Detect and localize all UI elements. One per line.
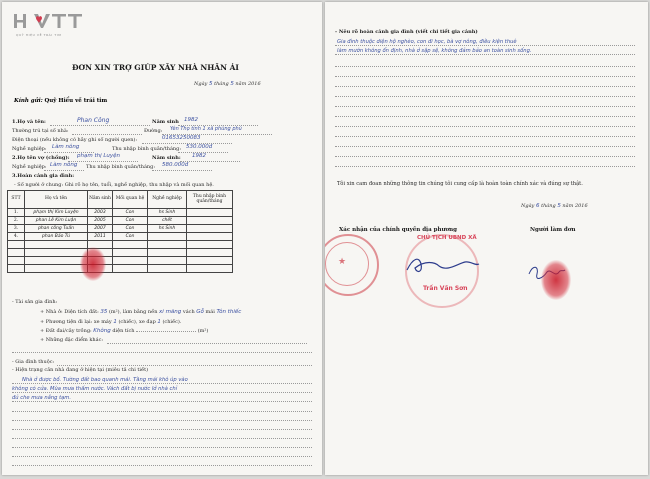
table-row xyxy=(8,265,233,273)
vehicle-line: + Phương tiện đi lại: xe máy 1 (chiếc), xe đạp 1 (chiếc). xyxy=(40,319,182,325)
phone-label: Điện thoại (nếu không có hãy ghi số người quen): xyxy=(12,137,138,143)
spouse-income: 580.000đ xyxy=(162,162,189,168)
local-confirm-label: Xác nhận của chính quyền địa phương xyxy=(339,227,457,233)
row4-birth: 2011 xyxy=(88,233,113,241)
col-birth: Năm sinh xyxy=(88,191,113,209)
form-page-right xyxy=(325,2,648,475)
phone-value: 01653250083 xyxy=(162,135,201,141)
sign-date: Ngày 6 tháng 5 năm 2016 xyxy=(521,203,588,209)
row1-name: phạm thị Kim Luyện xyxy=(25,209,88,217)
row2-name: phan Lê Kim Luận xyxy=(25,217,88,225)
col-name: Họ và tên xyxy=(25,191,88,209)
section3-header: 3.Hoàn cảnh gia đình: xyxy=(12,173,75,179)
form-page-left xyxy=(2,2,322,475)
commitment-text: Tôi xin cam đoan những thông tin chúng tôi cung cấp là hoàn toàn chính xác và đúng sự thật. xyxy=(337,181,583,187)
table-row xyxy=(8,257,233,265)
row1-income xyxy=(187,209,233,217)
hvtt-logo xyxy=(12,12,92,40)
row4-job xyxy=(148,233,187,241)
row3-stt: 3. xyxy=(8,225,25,233)
row3-name: phan công Tuấn xyxy=(25,225,88,233)
table-header-row xyxy=(8,191,233,209)
applicant-name: Phan Công xyxy=(77,117,110,124)
fingerprint-right xyxy=(541,260,571,300)
official-name: Trần Văn Sơn xyxy=(423,285,468,292)
current-line-3: đủ che mưa nắng tạm. xyxy=(12,395,71,401)
table-row xyxy=(8,225,233,233)
col-relation: Mối quan hệ xyxy=(113,191,148,209)
fingerprint-left xyxy=(80,247,106,281)
section3-note: - Số người ở chung: Ghi rõ họ tên, tuổi, nghề nghiệp, thu nhập và mối quan hệ. xyxy=(14,182,214,188)
row2-birth: 2005 xyxy=(88,217,113,225)
other-line: + Những đặc điểm khác: xyxy=(40,337,104,343)
official-seal-inner xyxy=(325,242,369,286)
row1-relation: Con xyxy=(113,209,148,217)
row3-birth: 2007 xyxy=(88,225,113,233)
seal-star-icon: ★ xyxy=(338,257,347,267)
street-label: Đường: xyxy=(144,128,163,134)
row1-stt: 1. xyxy=(8,209,25,217)
current-line-2: không có cửa. Mùa mưa thấm nước. Vách đất bị nước lở nhà chỉ xyxy=(12,386,178,392)
spouse-income-label: Thu nhập bình quân/tháng: xyxy=(86,164,156,170)
house-line: + Nhà ở: Diện tích đất: 35 (m²), làm bằng nền xi măng vách Gỗ mái Tôn thiếc xyxy=(40,309,242,315)
col-job: Nghề nghiệp xyxy=(148,191,187,209)
form-date: Ngày 5 tháng 5 năm 2016 xyxy=(194,81,261,87)
street-value: Yên Thọ tỉnh 1 xã phùng phú xyxy=(170,126,242,132)
spouse-label: 2.Họ tên vợ (chồng): xyxy=(12,155,70,161)
col-stt: STT xyxy=(8,191,25,209)
logo-tagline: QUỸ HIỆU VỀ TRÁI TIM xyxy=(16,33,62,37)
spouse-job-label: Nghề nghiệp: xyxy=(12,164,47,170)
row3-income xyxy=(187,225,233,233)
current-status-label: - Hiện trạng căn nhà đang ở hiện tại (miêu tả chi tiết) xyxy=(12,367,149,373)
applicant-birth: 1982 xyxy=(184,117,198,123)
table-row xyxy=(8,249,233,257)
table-row xyxy=(8,217,233,225)
col-income: Thu nhập bình quân/tháng xyxy=(187,191,233,209)
spouse-name: phạm thị Luyện xyxy=(77,153,121,159)
spouse-birth: 1982 xyxy=(192,153,206,159)
form-title: ĐƠN XIN TRỢ GIÚP XÂY NHÀ NHÂN ÁI xyxy=(72,63,239,72)
row1-job: hs Sinh xyxy=(148,209,187,217)
row4-name: phan Bảo Tú xyxy=(25,233,88,241)
residence-label: Thường trú tại số nhà: xyxy=(12,128,69,134)
household-table xyxy=(7,190,233,273)
spouse-job: Làm nông xyxy=(50,162,78,168)
job-label: Nghề nghiệp: xyxy=(12,146,47,152)
table-row xyxy=(8,241,233,249)
income-label: Thu nhập bình quân/tháng: xyxy=(112,146,182,152)
reason-header: - Nêu rõ hoàn cảnh gia đình (viết chi tiết gia cảnh) xyxy=(335,29,478,35)
reason-line-1: Gia đình thuộc diện hộ nghèo, con đi học, bà vợ nông, điều kiện thuê xyxy=(337,39,517,45)
row2-stt: 2. xyxy=(8,217,25,225)
current-header: - Gia đình thuộc: xyxy=(12,359,55,365)
row2-job: chết xyxy=(148,217,187,225)
job-value: Làm nông xyxy=(52,144,80,150)
row3-job: hs Sinh xyxy=(148,225,187,233)
row4-stt: 4. xyxy=(8,233,25,241)
official-signature-icon xyxy=(403,252,483,280)
land-line: + Đất đai/cây trồng: Không diện tích (m²) xyxy=(40,328,209,334)
birth-label: Năm sinh xyxy=(152,119,179,125)
reason-line-2: làm mướn không ổn định, nhà ở sập sệ, không đảm bảo an toàn sinh sống. xyxy=(337,48,532,54)
row1-birth: 2003 xyxy=(88,209,113,217)
section1-name-label: 1.Họ và tên: xyxy=(12,119,46,125)
stamp-title: CHỦ TỊCH UBND XÃ xyxy=(417,235,477,241)
row4-income xyxy=(187,233,233,241)
income-value: 530.000đ xyxy=(186,144,213,150)
row2-relation: Con xyxy=(113,217,148,225)
spouse-birth-label: Năm sinh: xyxy=(152,155,181,161)
current-line-1: Nhà ở được bố. Tường đất bao quanh mái. Tầng mái khô úp vào xyxy=(22,377,188,383)
applicant-label: Người làm đơn xyxy=(530,227,576,233)
row2-income xyxy=(187,217,233,225)
assets-header: - Tài sản gia đình: xyxy=(12,299,58,305)
table-row xyxy=(8,233,233,241)
row4-relation: Con xyxy=(113,233,148,241)
table-row xyxy=(8,209,233,217)
row3-relation: Con xyxy=(113,225,148,233)
addressee: Kính gửi: Quỹ Hiểu về trái tim xyxy=(14,98,108,104)
